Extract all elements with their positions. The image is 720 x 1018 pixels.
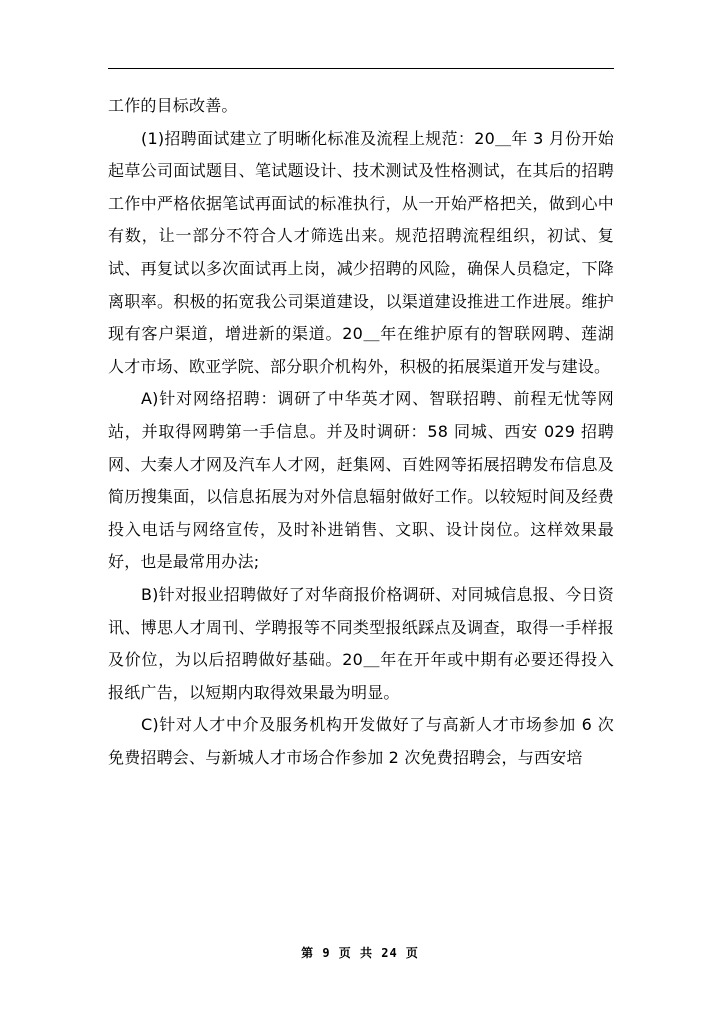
paragraph-online-recruitment: A)针对网络招聘：调研了中华英才网、智联招聘、前程无忧等网站，并取得网聘第一手信息。并及时调研：58 同城、西安 029 招聘网、大秦人才网及汽车人才网，赶集网、百姓网等拓展招聘发布信息及简历搜集面，以信息拓展为对外信息辐射做好工作。以较短时间及经费投入电话与网络宣传，及时补进销售、文职、设计岗位。这样效果最好，也是最常用办法;	[108, 389, 614, 572]
header-rule	[108, 68, 614, 69]
document-body	[108, 90, 614, 774]
paragraph-continuation: 工作的目标改善。	[108, 96, 238, 115]
paragraph-newspaper-recruitment: B)针对报业招聘做好了对华商报价格调研、对同城信息报、今日资讯、博思人才周刊、学聘报等不同类型报纸踩点及调查，取得一手样报及价位，为以后招聘做好基础。20＿年在开年或中期有必要还得投入报纸广告，以短期内取得效果最为明显。	[108, 584, 614, 702]
page-number-footer: 第 9 页 共 24 页	[301, 946, 419, 960]
paragraph-recruitment-standards: (1)招聘面试建立了明晰化标准及流程上规范：20＿年 3 月份开始起草公司面试题目、笔试题设计、技术测试及性格测试，在其后的招聘工作中严格依据笔试再面试的标准执行，从一开始严格把关，做到心中有数，让一部分不符合人才筛选出来。规范招聘流程组织，初试、复试、再复试以多次面试再上岗，减少招聘的风险，确保人员稳定，下降离职率。积极的拓宽我公司渠道建设，以渠道建设推进工作进展。维护现有客户渠道，增进新的渠道。20＿年在维护原有的智联网聘、莲湖人才市场、欧亚学院、部分职介机构外，积极的拓展渠道开发与建设。	[108, 128, 614, 376]
paragraph-agency-recruitment: C)针对人才中介及服务机构开发做好了与高新人才市场参加 6 次免费招聘会、与新城人才市场合作参加 2 次免费招聘会，与西安培	[108, 715, 614, 767]
